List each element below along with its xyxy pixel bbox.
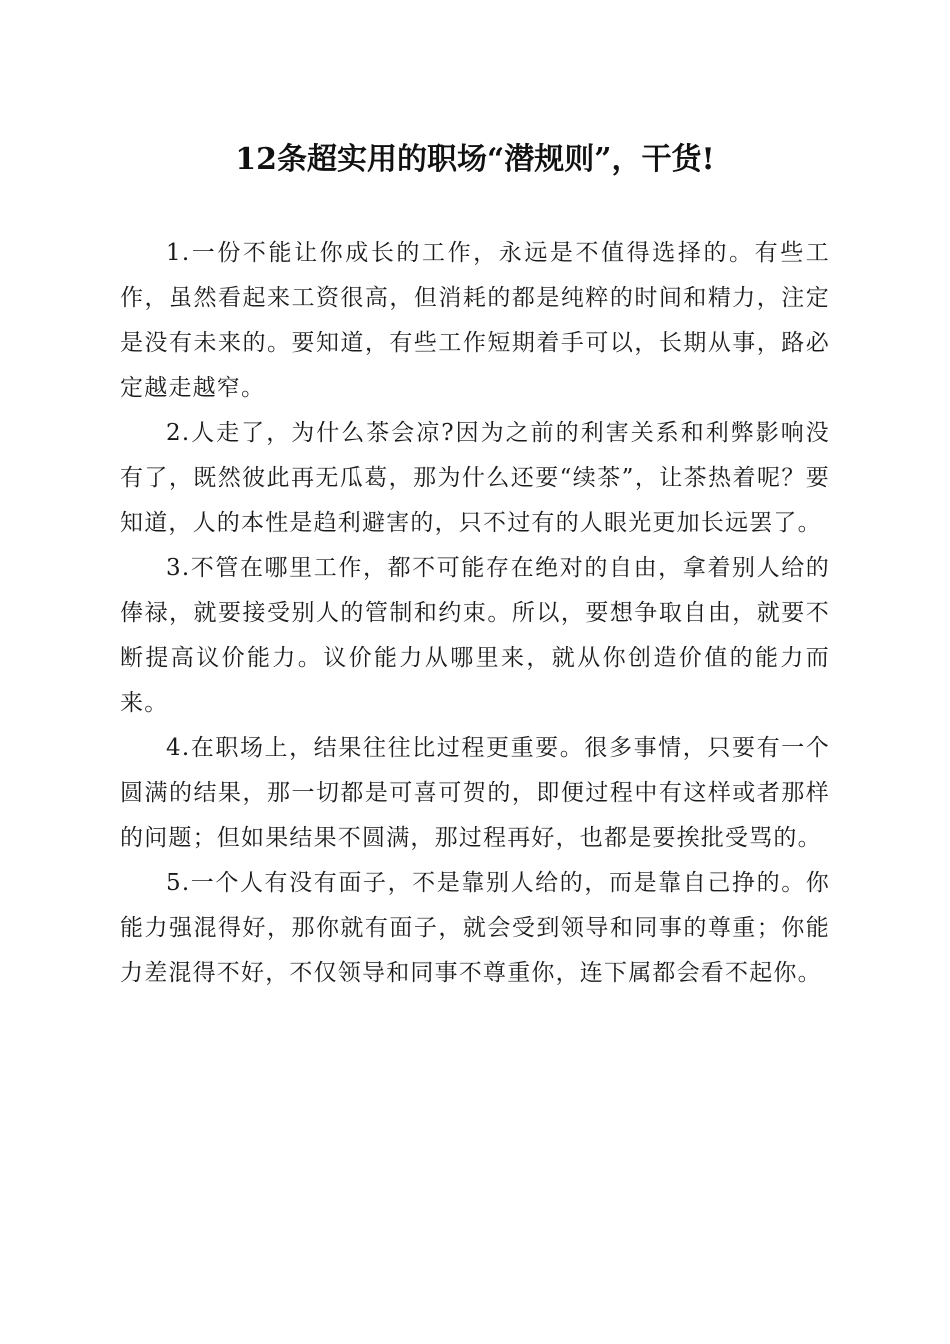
paragraph-2: 2.人走了，为什么茶会凉?因为之前的利害关系和利弊影响没有了，既然彼此再无瓜葛，那为什么还要“续茶”，让茶热着呢？要知道，人的本性是趋利避害的，只不过有的人眼光更加长远罢了。 [120, 420, 830, 536]
paragraph-1: 1.一份不能让你成长的工作，永远是不值得选择的。有些工作，虽然看起来工资很高，但消耗的都是纯粹的时间和精力，注定是没有未来的。要知道，有些工作短期着手可以，长期从事，路必定越走越窄。 [120, 240, 830, 401]
paragraph-5: 5.一个人有没有面子，不是靠别人给的，而是靠自己挣的。你能力强混得好，那你就有面子，就会受到领导和同事的尊重；你能力差混得不好，不仅领导和同事不尊重你，连下属都会看不起你。 [120, 870, 830, 986]
paragraph-3: 3.不管在哪里工作，都不可能存在绝对的自由，拿着别人给的俸禄，就要接受别人的管制和约束。所以，要想争取自由，就要不断提高议价能力。议价能力从哪里来，就从你创造价值的能力而来。 [120, 555, 830, 716]
document-body [120, 231, 830, 996]
paragraph-4: 4.在职场上，结果往往比过程更重要。很多事情，只要有一个圆满的结果，那一切都是可喜可贺的，即便过程中有这样或者那样的问题；但如果结果不圆满，那过程再好，也都是要挨批受骂的。 [120, 735, 830, 851]
document-title: 12条超实用的职场“潜规则”，干货! [235, 142, 715, 177]
